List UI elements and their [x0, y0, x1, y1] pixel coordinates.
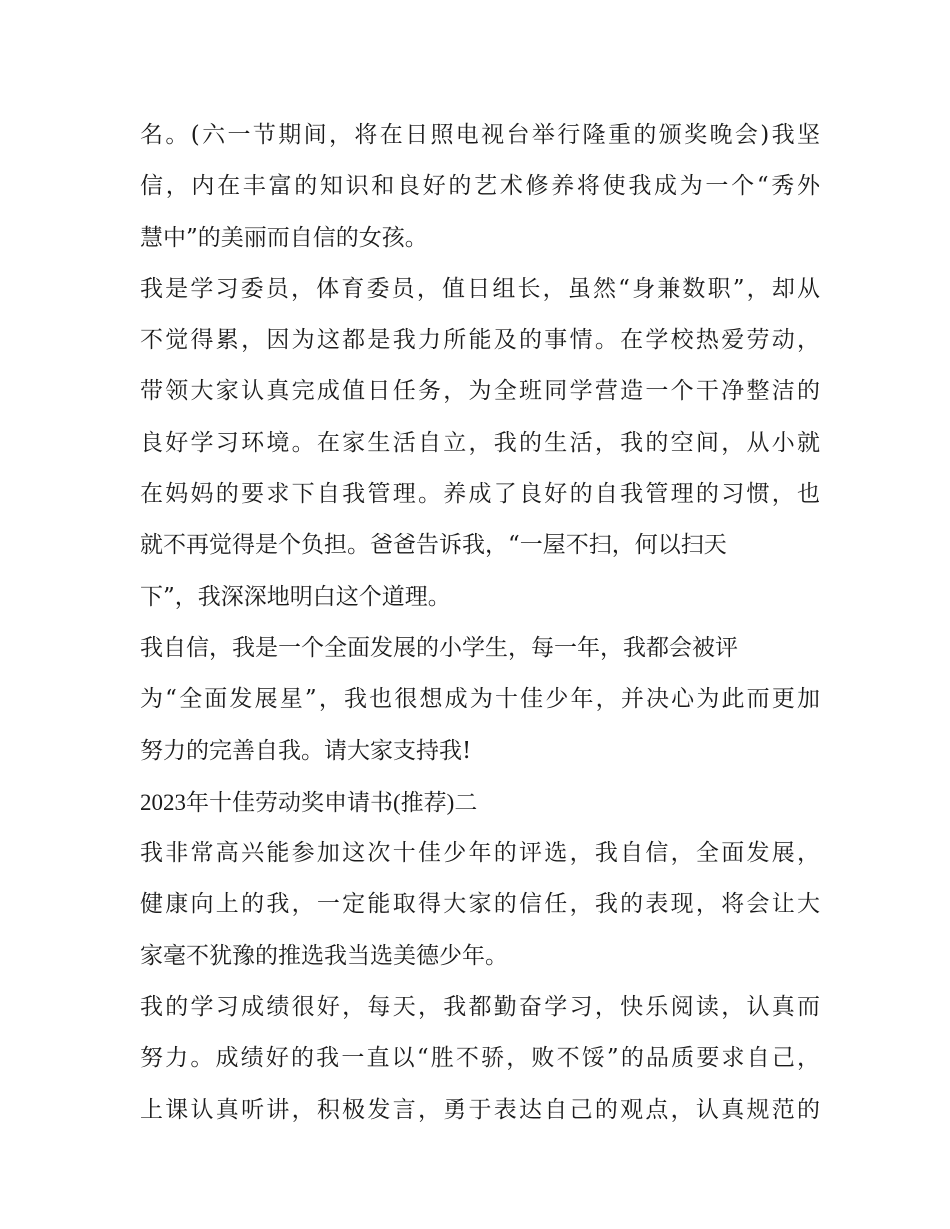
section-heading: 2023年十佳劳动奖申请书(推荐)二	[140, 789, 478, 815]
text-line: 名。(六一节期间，将在日照电视台举行隆重的颁奖晚会)我坚	[140, 122, 820, 148]
text-line: 慧中”的美丽而自信的女孩。	[140, 224, 428, 251]
text-line: 就不再觉得是个负担。爸爸告诉我，“一屋不扫，何以扫天	[140, 532, 727, 559]
text-line: 我的学习成绩很好，每天，我都勤奋学习，快乐阅读，认真而	[140, 994, 820, 1021]
text-line: 在妈妈的要求下自我管理。养成了良好的自我管理的习惯，也	[140, 481, 820, 508]
text-line: 良好学习环境。在家生活自立，我的生活，我的空间，从小就	[140, 429, 820, 456]
text-line: 下”，我深深地明白这个道理。	[140, 583, 451, 610]
text-line: 信，内在丰富的知识和良好的艺术修养将使我成为一个“秀外	[140, 173, 820, 200]
text-line: 为“全面发展星”，我也很想成为十佳少年，并决心为此而更加	[140, 686, 820, 713]
document-body	[140, 110, 820, 1136]
text-line: 上课认真听讲，积极发言，勇于表达自己的观点，认真规范的	[140, 1096, 820, 1123]
text-line: 努力的完善自我。请大家支持我!	[140, 737, 472, 764]
text-line: 我是学习委员，体育委员，值日组长，虽然“身兼数职”，却从	[140, 275, 820, 302]
text-line: 家毫不犹豫的推选我当选美德少年。	[140, 942, 508, 969]
text-line: 带领大家认真完成值日任务，为全班同学营造一个干净整洁的	[140, 378, 820, 405]
text-line: 我非常高兴能参加这次十佳少年的评选，我自信，全面发展，	[140, 840, 820, 867]
text-line: 努力。成绩好的我一直以“胜不骄，败不馁”的品质要求自己，	[140, 1045, 820, 1072]
text-line: 不觉得累，因为这都是我力所能及的事情。在学校热爱劳动，	[140, 327, 820, 354]
text-line: 我自信，我是一个全面发展的小学生，每一年，我都会被评	[140, 634, 738, 661]
text-line: 健康向上的我，一定能取得大家的信任，我的表现，将会让大	[140, 891, 820, 918]
